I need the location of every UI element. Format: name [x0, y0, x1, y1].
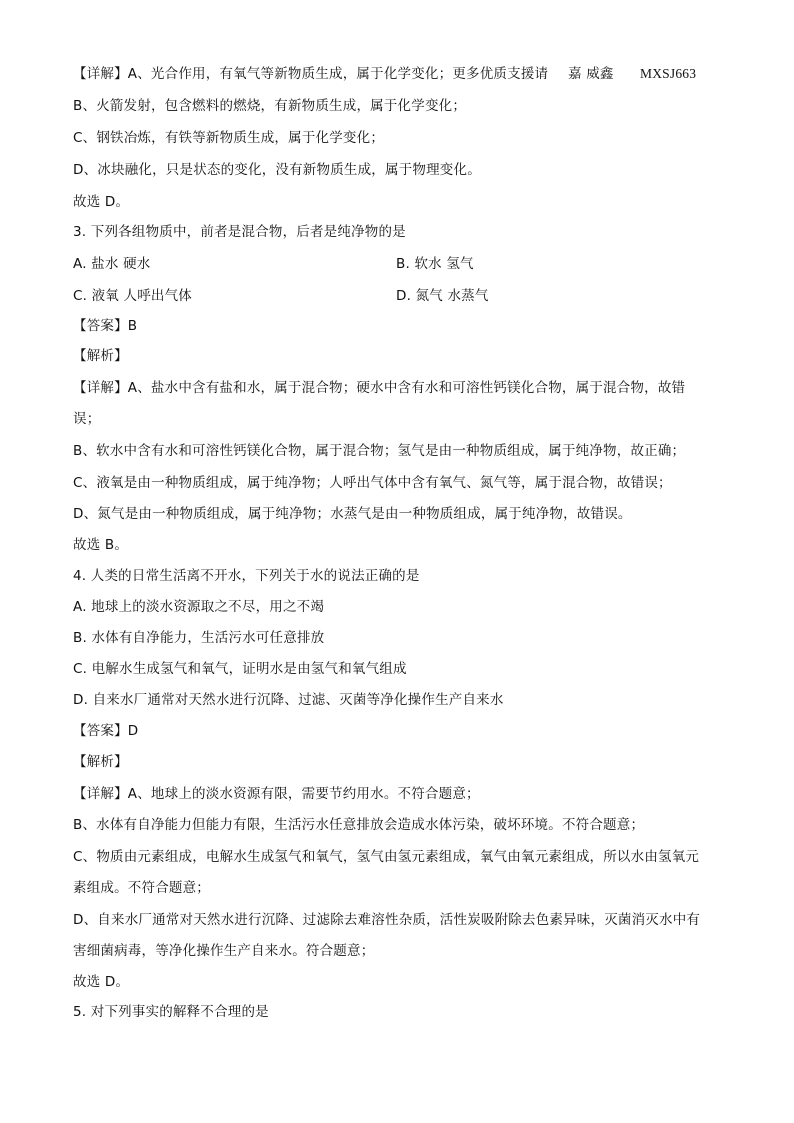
- detail-line: D、自来水厂通常对天然水进行沉降、过滤除去难溶性杂质，活性炭吸附除去色素异味，灭菌消灭水中有: [73, 912, 701, 928]
- detail-line: 素组成。不符合题意；: [73, 880, 210, 896]
- option-c: C. 电解水生成氢气和氧气，证明水是由氢气和氧气组成: [73, 661, 407, 677]
- analysis-label: 【解析】: [73, 754, 128, 770]
- detail-line: C、液氧是由一种物质组成，属于纯净物；人呼出气体中含有氧气、氮气等，属于混合物，故错误；: [73, 475, 672, 491]
- detail-line: C、物质由元素组成，电解水生成氢气和氧气，氢气由氢元素组成，氧气由氧元素组成，所以水由氢氧元: [73, 849, 700, 865]
- answer-label: 【答案】D: [73, 723, 139, 739]
- option-a: A. 地球上的淡水资源取之不尽，用之不竭: [73, 599, 325, 615]
- question-4: 4. 人类的日常生活离不开水，下列关于水的说法正确的是: [73, 568, 420, 584]
- detail-line: 害细菌病毒，等净化操作生产自来水。符合题意；: [73, 943, 375, 959]
- analysis-label: 【解析】: [73, 348, 128, 364]
- detail-line: B、软水中含有水和可溶性钙镁化合物，属于混合物；氢气是由一种物质组成，属于纯净物，故正确；: [73, 443, 686, 459]
- detail-line-4: D、冰块融化，只是状态的变化，没有新物质生成，属于物理变化。: [73, 162, 481, 178]
- option-a: A. 盐水 硬水: [73, 256, 151, 272]
- question-3-options-row-2: [73, 284, 713, 308]
- detail-line: 【详解】A、地球上的淡水资源有限，需要节约用水。不符合题意；: [73, 786, 480, 802]
- detail-line-3: C、钢铁冶炼，有铁等新物质生成，属于化学变化；: [73, 130, 385, 146]
- watermark-text: 嘉 威鑫: [568, 66, 614, 82]
- question-5: 5. 对下列事实的解释不合理的是: [73, 1004, 269, 1020]
- option-b: B. 水体有自净能力，生活污水可任意排放: [73, 630, 325, 646]
- detail-line: D、氮气是由一种物质组成，属于纯净物；水蒸气是由一种物质组成，属于纯净物，故错误。: [73, 506, 632, 522]
- selection-line: 故选 D。: [73, 974, 130, 990]
- option-d: D. 自来水厂通常对天然水进行沉降、过滤、灭菌等净化操作生产自来水: [73, 692, 504, 708]
- selection-line: 故选 B。: [73, 537, 129, 553]
- selection-line: 故选 D。: [73, 194, 130, 210]
- detail-line: 【详解】A、盐水中含有盐和水，属于混合物；硬水中含有水和可溶性钙镁化合物，属于混合物，故错: [73, 380, 686, 396]
- detail-line-1: [73, 62, 697, 86]
- watermark-code: MXSJ663: [640, 66, 697, 81]
- question-3: 3. 下列各组物质中，前者是混合物，后者是纯净物的是: [73, 224, 406, 240]
- option-c: C. 液氧 人呼出气体: [73, 288, 192, 304]
- detail-line: B、水体有自净能力但能力有限，生活污水任意排放会造成水体污染，破坏环境。不符合题意；: [73, 817, 645, 833]
- option-b: B. 软水 氢气: [396, 256, 474, 272]
- detail-text: 【详解】A、光合作用，有氧气等新物质生成，属于化学变化；更多优质支援请: [73, 66, 549, 82]
- detail-line-2: B、火箭发射，包含燃料的燃烧，有新物质生成，属于化学变化；: [73, 98, 467, 114]
- question-3-options-row-1: [73, 252, 713, 276]
- answer-label: 【答案】B: [73, 318, 138, 334]
- option-d: D. 氮气 水蒸气: [396, 288, 489, 304]
- detail-line: 误；: [73, 411, 101, 427]
